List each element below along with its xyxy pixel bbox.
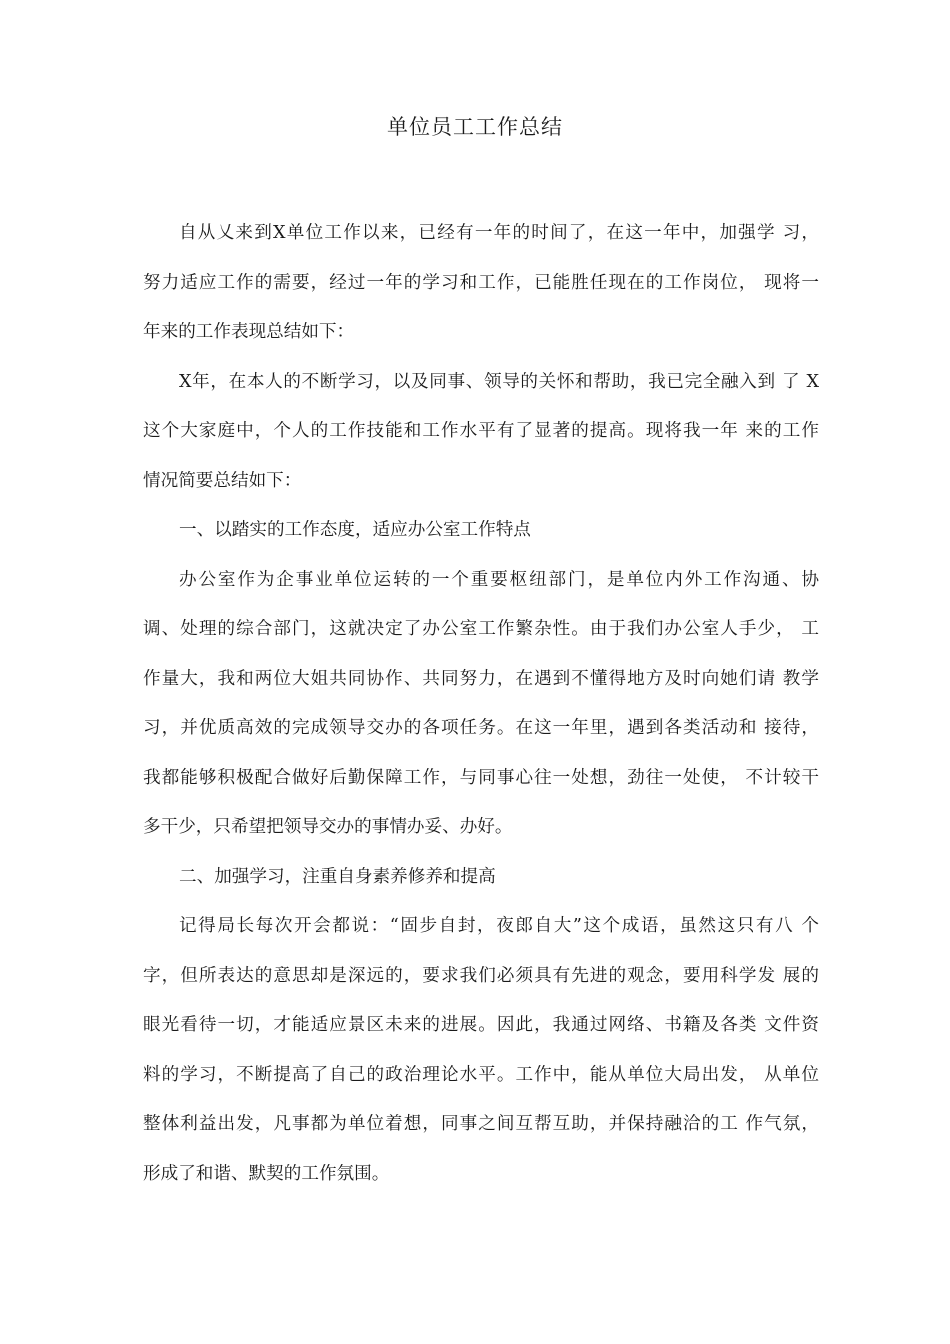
text-line: 年来的工作表现总结如下：: [143, 322, 355, 342]
text-line: 调、处理的综合部门，这就决定了办公室工作繁杂性。由于我们办公室人手少， 工: [143, 619, 819, 639]
text-line: 料的学习，不断提高了自己的政治理论水平。工作中，能从单位大局出发， 从单位: [143, 1064, 819, 1085]
text-line: 记得局长每次开会都说：“固步自封，夜郎自大”这个成语，虽然这只有八 个: [179, 916, 819, 936]
text-line: 整体利益出发，凡事都为单位着想，同事之间互帮互助，并保持融洽的工 作气氛，: [143, 1114, 819, 1134]
paragraph-intro: [143, 209, 819, 358]
text-line: 作量大，我和两位大姐共同协作、共同努力，在遇到不懂得地方及时向她们请 教学: [143, 668, 819, 689]
section-heading-2: 二、加强学习，注重自身素养修养和提高: [179, 866, 496, 887]
text-line: 习，并优质高效的完成领导交办的各项任务。在这一年里，遇到各类活动和 接待，: [143, 718, 819, 738]
section-heading-1: 一、以踏实的工作态度，适应办公室工作特点: [179, 520, 531, 540]
paragraph-learning: [143, 902, 819, 1199]
document-body: [143, 209, 819, 1199]
paragraph-overview: [143, 358, 819, 507]
paragraph-office-work: [143, 556, 819, 853]
text-line: 字，但所表达的意思却是深远的，要求我们必须具有先进的观念，要用科学发 展的: [143, 965, 819, 986]
text-line: 自从乂来到X单位工作以来，已经有一年的时间了，在这一年中，加强学 习，: [179, 223, 819, 243]
text-line: 形成了和谐、默契的工作氛围。: [143, 1163, 390, 1184]
text-line: 眼光看待一切，才能适应景区未来的进展。因此，我通过网络、书籍及各类 文件资: [143, 1015, 819, 1035]
text-line: 情况简要总结如下：: [143, 470, 302, 491]
text-line: X年，在本人的不断学习，以及同事、领导的关怀和帮助，我已完全融入到 了 X: [179, 371, 819, 392]
text-line: 努力适应工作的需要，经过一年的学习和工作，已能胜任现在的工作岗位， 现将一: [143, 272, 819, 293]
text-line: 我都能够积极配合做好后勤保障工作，与同事心往一处想，劲往一处使， 不计较干: [143, 767, 819, 788]
text-line: 这个大家庭中，个人的工作技能和工作水平有了显著的提高。现将我一年 来的工作: [143, 421, 819, 441]
text-line: 多干少，只希望把领导交办的事情办妥、办好。: [143, 817, 513, 837]
text-line: 办公室作为企事业单位运转的一个重要枢纽部门，是单位内外工作沟通、协: [179, 569, 819, 590]
document-title: 单位员工工作总结: [387, 115, 563, 139]
